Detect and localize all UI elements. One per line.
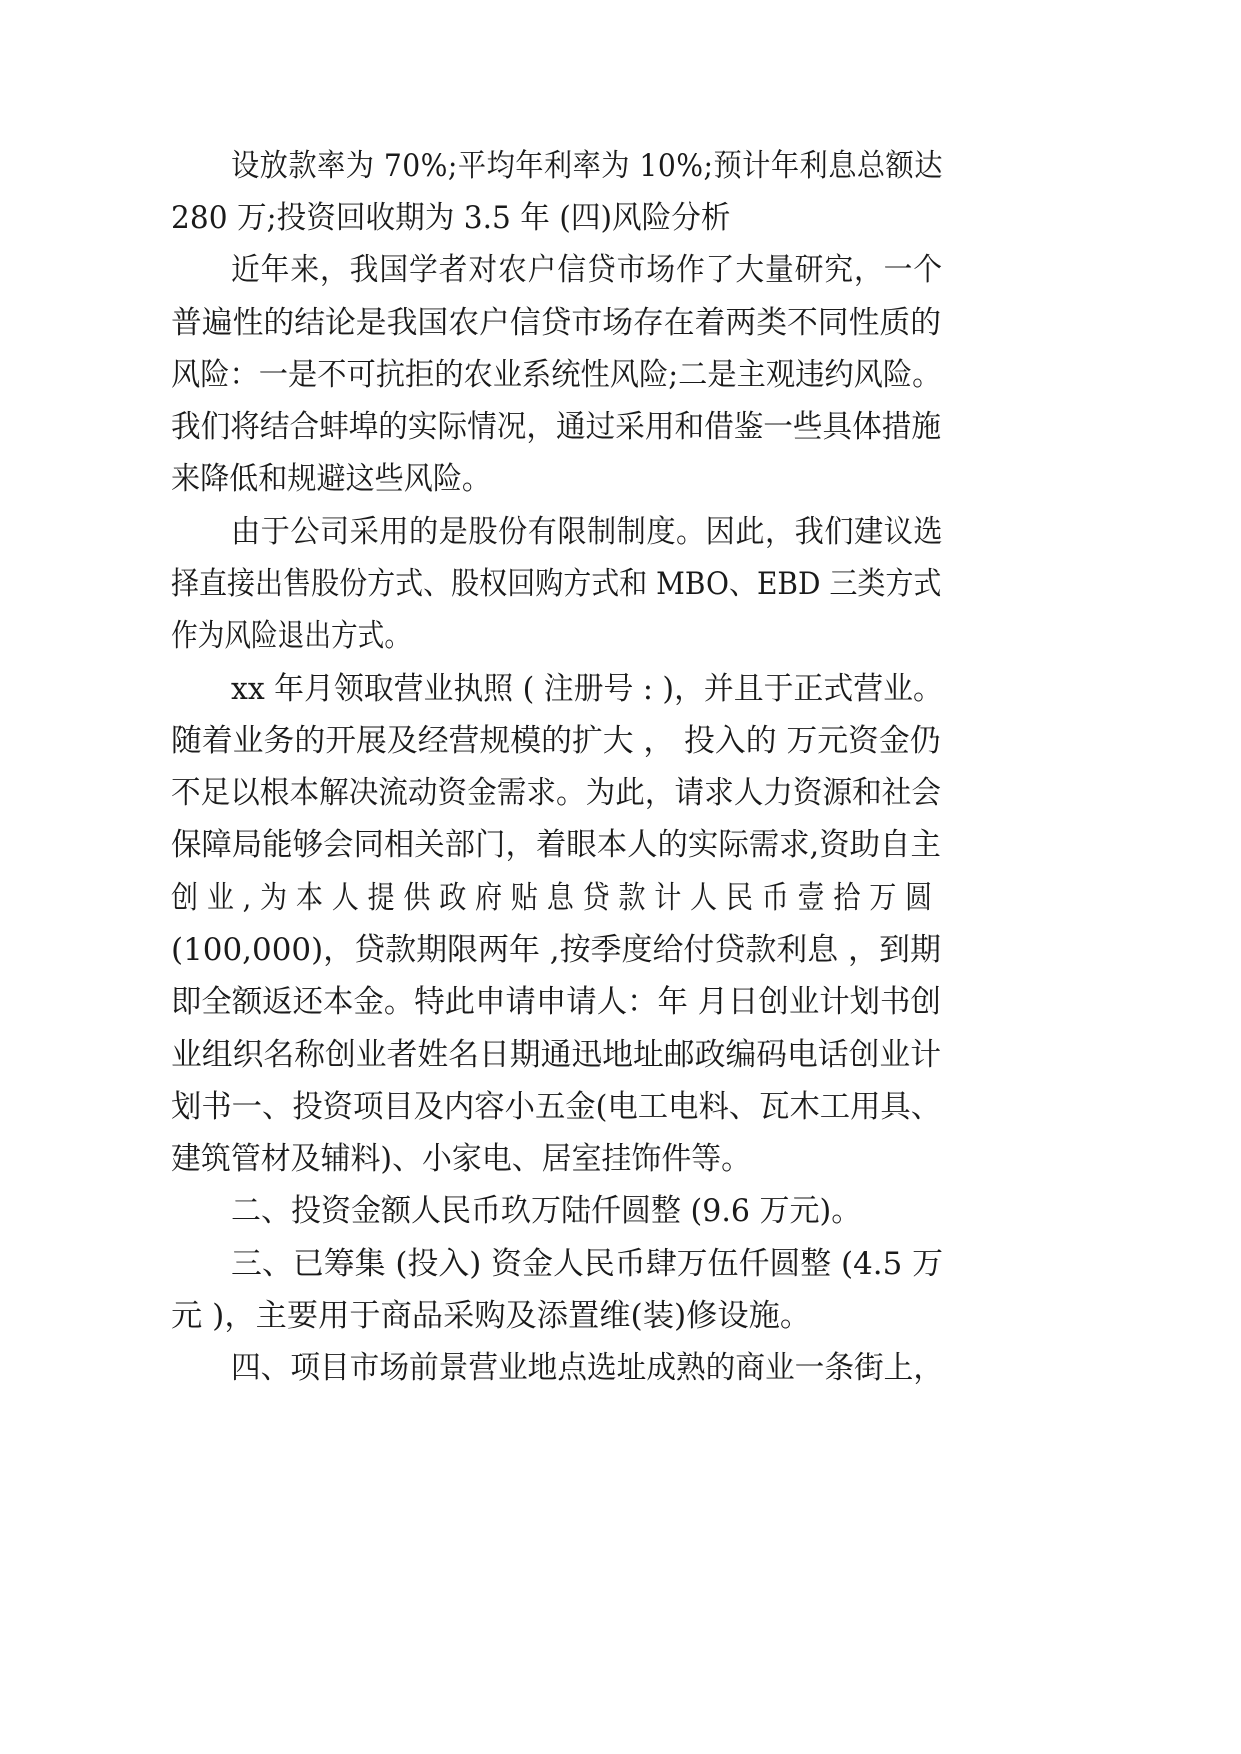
text-line: 风险：一是不可抗拒的农业系统性风险;二是主观违约风险。 — [171, 357, 942, 393]
text-line: 业组织名称创业者姓名日期通迅地址邮政编码电话创业计 — [171, 1037, 941, 1073]
text-line: 不足以根本解决流动资金需求。为此，请求人力资源和社会 — [171, 775, 941, 811]
text-line: 三、已筹集 (投入) 资金人民币肆万伍仟圆整 (4.5 万 — [231, 1246, 943, 1282]
text-line: 我们将结合蚌埠的实际情况，通过采用和借鉴一些具体措施 — [171, 409, 941, 445]
text-line: 四、项目市场前景营业地点选址成熟的商业一条街上， — [231, 1350, 943, 1386]
text-line: 元 )，主要用于商品采购及添置维(装)修设施。 — [171, 1298, 812, 1334]
text-line: 作为风险退出方式。 — [171, 618, 411, 654]
text-line: 280 万;投资回收期为 3.5 年 (四)风险分析 — [171, 200, 731, 236]
text-line: 普遍性的结论是我国农户信贷市场存在着两类不同性质的 — [171, 305, 941, 341]
text-line: 择直接出售股份方式、股权回购方式和 MBO、EBD 三类方式 — [171, 566, 942, 602]
text-line: 设放款率为 70%;平均年利率为 10%;预计年利息总额达 — [231, 148, 943, 184]
text-line: 来降低和规避这些风险。 — [171, 461, 491, 497]
text-line: 创业,为本人提供政府贴息贷款计人民币壹拾万圆 — [171, 880, 941, 916]
text-line: xx 年月领取营业执照 ( 注册号 : )，并且于正式营业。 — [231, 671, 943, 707]
text-line: 由于公司采用的是股份有限制制度。因此，我们建议选 — [231, 514, 943, 550]
text-line: 即全额返还本金。特此申请申请人：年 月日创业计划书创 — [171, 984, 941, 1020]
text-line: 划书一、投资项目及内容小五金(电工电料、瓦木工用具、 — [171, 1089, 942, 1125]
text-line: 建筑管材及辅料)、小家电、居室挂饰件等。 — [171, 1141, 752, 1177]
text-line: 随着业务的开展及经营规模的扩大 ， 投入的 万元资金仍 — [171, 723, 941, 759]
text-line: 近年来，我国学者对农户信贷市场作了大量研究，一个 — [231, 252, 943, 288]
text-line: (100,000)，贷款期限两年 ,按季度给付贷款利息 ，到期 — [171, 932, 941, 968]
text-line: 二、投资金额人民币玖万陆仟圆整 (9.6 万元)。 — [231, 1193, 862, 1229]
text-line: 保障局能够会同相关部门，着眼本人的实际需求,资助自主 — [171, 827, 941, 863]
